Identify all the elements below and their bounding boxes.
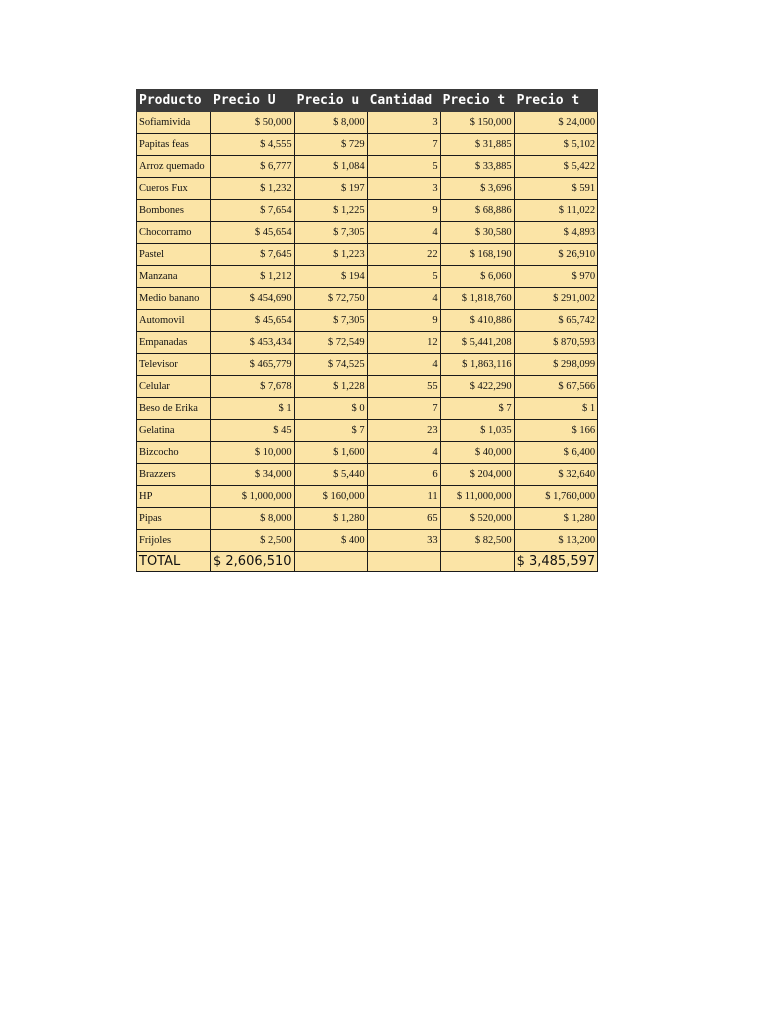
value-cell[interactable]: $ 204,000 xyxy=(440,464,514,486)
value-cell[interactable]: 6 xyxy=(367,464,440,486)
value-cell[interactable]: $ 2,500 xyxy=(211,530,295,552)
table-row xyxy=(137,310,598,332)
value-cell[interactable]: $ 1,280 xyxy=(294,508,367,530)
product-name-cell[interactable]: Automovil xyxy=(137,310,211,332)
header-cantidad[interactable]: Cantidad xyxy=(367,90,440,112)
value-cell[interactable]: 5 xyxy=(367,266,440,288)
table-row xyxy=(137,222,598,244)
total-cell[interactable] xyxy=(440,552,514,572)
value-cell[interactable]: $ 26,910 xyxy=(514,244,598,266)
value-cell[interactable]: $ 11,022 xyxy=(514,200,598,222)
value-cell[interactable]: $ 6,400 xyxy=(514,442,598,464)
value-cell[interactable]: 23 xyxy=(367,420,440,442)
header-precio-unitario[interactable]: Precio U xyxy=(211,90,295,112)
table-row xyxy=(137,376,598,398)
value-cell[interactable]: $ 520,000 xyxy=(440,508,514,530)
value-cell[interactable]: $ 7 xyxy=(440,398,514,420)
value-cell[interactable]: $ 45 xyxy=(211,420,295,442)
table-row xyxy=(137,508,598,530)
value-cell[interactable]: $ 194 xyxy=(294,266,367,288)
value-cell[interactable]: $ 7,654 xyxy=(211,200,295,222)
value-cell[interactable]: $ 1 xyxy=(211,398,295,420)
value-cell[interactable]: $ 410,886 xyxy=(440,310,514,332)
value-cell[interactable]: $ 32,640 xyxy=(514,464,598,486)
value-cell[interactable]: 9 xyxy=(367,200,440,222)
total-cell[interactable] xyxy=(367,552,440,572)
value-cell[interactable]: $ 150,000 xyxy=(440,112,514,134)
table-body xyxy=(137,112,598,552)
value-cell[interactable]: 7 xyxy=(367,134,440,156)
value-cell[interactable]: 3 xyxy=(367,178,440,200)
value-cell[interactable]: 65 xyxy=(367,508,440,530)
header-precio-unitario-2[interactable]: Precio u xyxy=(294,90,367,112)
value-cell[interactable]: 9 xyxy=(367,310,440,332)
total-cell[interactable]: $ 2,606,510 xyxy=(211,552,295,572)
value-cell[interactable]: 11 xyxy=(367,486,440,508)
value-cell[interactable]: $ 7,678 xyxy=(211,376,295,398)
product-name-cell[interactable]: Papitas feas xyxy=(137,134,211,156)
table-row xyxy=(137,156,598,178)
total-row xyxy=(137,552,598,572)
value-cell[interactable]: $ 68,886 xyxy=(440,200,514,222)
value-cell[interactable]: $ 1,000,000 xyxy=(211,486,295,508)
product-name-cell[interactable]: Bizcocho xyxy=(137,442,211,464)
product-name-cell[interactable]: Gelatina xyxy=(137,420,211,442)
header-row xyxy=(137,90,598,112)
value-cell[interactable]: $ 5,102 xyxy=(514,134,598,156)
value-cell[interactable]: $ 1,035 xyxy=(440,420,514,442)
value-cell[interactable]: $ 1,228 xyxy=(294,376,367,398)
product-name-cell[interactable]: HP xyxy=(137,486,211,508)
value-cell[interactable]: 4 xyxy=(367,222,440,244)
value-cell[interactable]: $ 422,290 xyxy=(440,376,514,398)
value-cell[interactable]: 22 xyxy=(367,244,440,266)
value-cell[interactable]: $ 1,863,116 xyxy=(440,354,514,376)
value-cell[interactable]: 55 xyxy=(367,376,440,398)
table-row xyxy=(137,420,598,442)
product-name-cell[interactable]: Beso de Erika xyxy=(137,398,211,420)
product-name-cell[interactable]: Bombones xyxy=(137,200,211,222)
value-cell[interactable]: $ 7,645 xyxy=(211,244,295,266)
table-row xyxy=(137,354,598,376)
value-cell[interactable]: $ 8,000 xyxy=(211,508,295,530)
value-cell[interactable]: $ 1,760,000 xyxy=(514,486,598,508)
total-cell[interactable]: $ 3,485,597 xyxy=(514,552,598,572)
value-cell[interactable]: $ 970 xyxy=(514,266,598,288)
table-row xyxy=(137,244,598,266)
value-cell[interactable]: $ 7,305 xyxy=(294,310,367,332)
total-label[interactable]: TOTAL xyxy=(137,552,211,572)
value-cell[interactable]: $ 0 xyxy=(294,398,367,420)
value-cell[interactable]: 5 xyxy=(367,156,440,178)
value-cell[interactable]: $ 400 xyxy=(294,530,367,552)
value-cell[interactable]: $ 50,000 xyxy=(211,112,295,134)
value-cell[interactable]: $ 1,225 xyxy=(294,200,367,222)
value-cell[interactable]: $ 33,885 xyxy=(440,156,514,178)
value-cell[interactable]: $ 4,555 xyxy=(211,134,295,156)
product-name-cell[interactable]: Celular xyxy=(137,376,211,398)
value-cell[interactable]: $ 453,434 xyxy=(211,332,295,354)
table-row xyxy=(137,486,598,508)
value-cell[interactable]: $ 72,750 xyxy=(294,288,367,310)
value-cell[interactable]: $ 591 xyxy=(514,178,598,200)
value-cell[interactable]: $ 1,084 xyxy=(294,156,367,178)
product-name-cell[interactable]: Pipas xyxy=(137,508,211,530)
value-cell[interactable]: $ 5,441,208 xyxy=(440,332,514,354)
value-cell[interactable]: 33 xyxy=(367,530,440,552)
value-cell[interactable]: $ 6,777 xyxy=(211,156,295,178)
value-cell[interactable]: $ 45,654 xyxy=(211,310,295,332)
value-cell[interactable]: $ 34,000 xyxy=(211,464,295,486)
value-cell[interactable]: $ 30,580 xyxy=(440,222,514,244)
product-name-cell[interactable]: Cueros Fux xyxy=(137,178,211,200)
value-cell[interactable]: $ 160,000 xyxy=(294,486,367,508)
value-cell[interactable]: $ 1,600 xyxy=(294,442,367,464)
table-row xyxy=(137,398,598,420)
value-cell[interactable]: $ 40,000 xyxy=(440,442,514,464)
value-cell[interactable]: $ 1 xyxy=(514,398,598,420)
header-precio-total[interactable]: Precio t xyxy=(440,90,514,112)
value-cell[interactable]: 12 xyxy=(367,332,440,354)
value-cell[interactable]: $ 13,200 xyxy=(514,530,598,552)
value-cell[interactable]: 4 xyxy=(367,288,440,310)
value-cell[interactable]: $ 729 xyxy=(294,134,367,156)
product-name-cell[interactable]: Empanadas xyxy=(137,332,211,354)
table-row xyxy=(137,530,598,552)
value-cell[interactable]: $ 8,000 xyxy=(294,112,367,134)
product-name-cell[interactable]: Pastel xyxy=(137,244,211,266)
value-cell[interactable]: 4 xyxy=(367,442,440,464)
value-cell[interactable]: $ 74,525 xyxy=(294,354,367,376)
table-row xyxy=(137,464,598,486)
value-cell[interactable]: $ 197 xyxy=(294,178,367,200)
value-cell[interactable]: $ 5,422 xyxy=(514,156,598,178)
value-cell[interactable]: 7 xyxy=(367,398,440,420)
product-name-cell[interactable]: Arroz quemado xyxy=(137,156,211,178)
spreadsheet-table xyxy=(136,89,598,572)
value-cell[interactable]: 4 xyxy=(367,354,440,376)
table-row xyxy=(137,332,598,354)
value-cell[interactable]: $ 11,000,000 xyxy=(440,486,514,508)
value-cell[interactable]: $ 24,000 xyxy=(514,112,598,134)
value-cell[interactable]: $ 67,566 xyxy=(514,376,598,398)
product-name-cell[interactable]: Chocorramo xyxy=(137,222,211,244)
value-cell[interactable]: $ 10,000 xyxy=(211,442,295,464)
value-cell[interactable]: $ 7 xyxy=(294,420,367,442)
table-row xyxy=(137,266,598,288)
product-name-cell[interactable]: Televisor xyxy=(137,354,211,376)
value-cell[interactable]: $ 166 xyxy=(514,420,598,442)
value-cell[interactable]: $ 454,690 xyxy=(211,288,295,310)
product-name-cell[interactable]: Manzana xyxy=(137,266,211,288)
value-cell[interactable]: $ 82,500 xyxy=(440,530,514,552)
value-cell[interactable]: 3 xyxy=(367,112,440,134)
table-row xyxy=(137,112,598,134)
value-cell[interactable]: $ 72,549 xyxy=(294,332,367,354)
value-cell[interactable]: $ 5,440 xyxy=(294,464,367,486)
value-cell[interactable]: $ 45,654 xyxy=(211,222,295,244)
table-row xyxy=(137,178,598,200)
product-name-cell[interactable]: Brazzers xyxy=(137,464,211,486)
product-name-cell[interactable]: Sofiamivida xyxy=(137,112,211,134)
header-precio-total-2[interactable]: Precio t xyxy=(514,90,598,112)
product-name-cell[interactable]: Medio banano xyxy=(137,288,211,310)
value-cell[interactable]: $ 1,212 xyxy=(211,266,295,288)
value-cell[interactable]: $ 3,696 xyxy=(440,178,514,200)
total-cell[interactable] xyxy=(294,552,367,572)
value-cell[interactable]: $ 31,885 xyxy=(440,134,514,156)
product-name-cell[interactable]: Frijoles xyxy=(137,530,211,552)
table-row xyxy=(137,442,598,464)
value-cell[interactable]: $ 870,593 xyxy=(514,332,598,354)
value-cell[interactable]: $ 1,232 xyxy=(211,178,295,200)
value-cell[interactable]: $ 291,002 xyxy=(514,288,598,310)
table-row xyxy=(137,134,598,156)
value-cell[interactable]: $ 6,060 xyxy=(440,266,514,288)
value-cell[interactable]: $ 465,779 xyxy=(211,354,295,376)
value-cell[interactable]: $ 1,223 xyxy=(294,244,367,266)
value-cell[interactable]: $ 65,742 xyxy=(514,310,598,332)
header-producto[interactable]: Producto xyxy=(137,90,211,112)
value-cell[interactable]: $ 1,818,760 xyxy=(440,288,514,310)
table-row xyxy=(137,200,598,222)
table-row xyxy=(137,288,598,310)
value-cell[interactable]: $ 1,280 xyxy=(514,508,598,530)
value-cell[interactable]: $ 168,190 xyxy=(440,244,514,266)
value-cell[interactable]: $ 7,305 xyxy=(294,222,367,244)
value-cell[interactable]: $ 298,099 xyxy=(514,354,598,376)
value-cell[interactable]: $ 4,893 xyxy=(514,222,598,244)
